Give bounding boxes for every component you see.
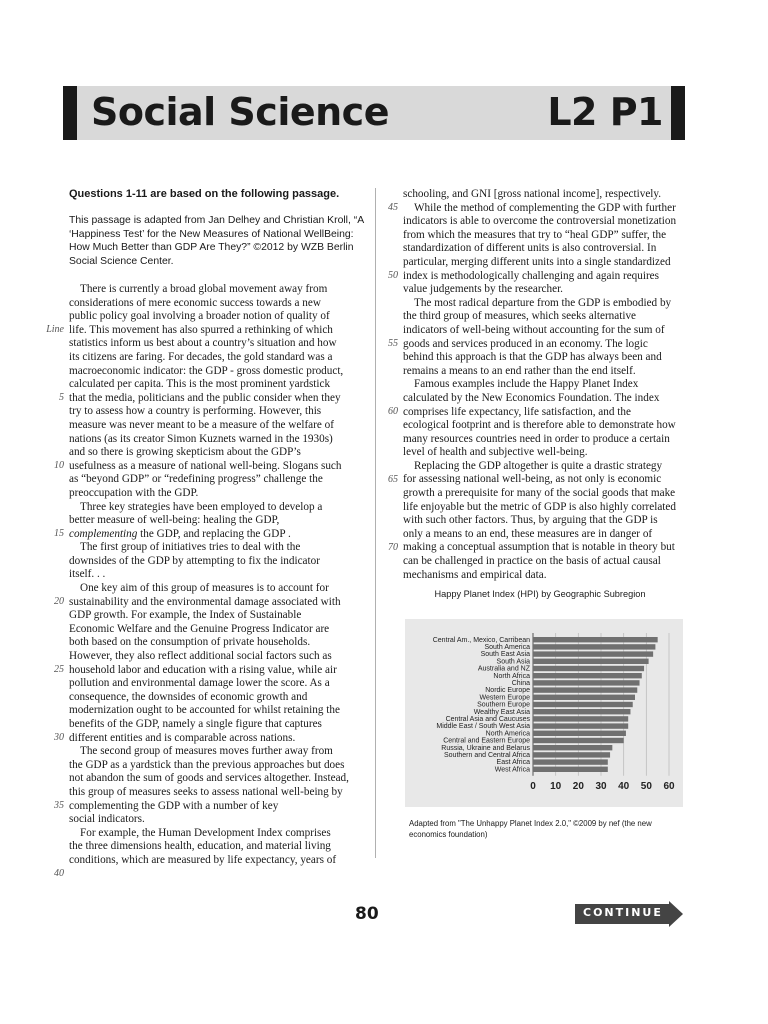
passage-line: indicators is able to overcome the controversial monetization [403,215,677,228]
line-number: 25 [54,663,64,675]
passage-line: complementing the GDP, and replacing the GDP . [69,527,291,540]
bar [533,651,653,656]
passage-line: schooling, and GNI [gross national income], respectively. [403,188,662,200]
passage-source-note: This passage is adapted from Jan Delhey and Christian Kroll, “A ‘Happiness Test’ for the New Measures of National WellBeing: How Much Better than GDP Are They?” ©2012 by WZB Berlin Social Science Center. [69,215,364,267]
passage-line: many resources countries need in order to produce a certain [403,432,670,445]
passage-line: only a means to an end, these measures are in danger of [403,527,653,540]
line-number: 65 [388,473,398,485]
page-number: 80 [355,904,379,924]
x-tick-label: 40 [618,780,630,792]
passage-line: The most radical departure from the GDP is embodied by [414,296,672,309]
passage-line: measure was never meant to be a measure of the welfare of [69,418,334,431]
bar [533,767,608,772]
category-label: North America [485,730,530,738]
x-tick-label: 10 [550,780,562,792]
category-label: North Africa [493,672,530,680]
passage-line: different entities and is comparable across nations. [69,731,296,744]
line-number: 50 [388,269,398,281]
passage-line: There is currently a broad global movement away from [80,283,328,295]
passage-line: the GDP as a yardstick than the previous approaches but does [69,758,345,771]
chart-title: Happy Planet Index (HPI) by Geographic Subregion [434,589,646,599]
passage-line: macroeconomic indicator: the GDP - gross domestic product, [69,364,344,377]
passage-line: household labor and education with a rising value, while air [69,663,337,676]
category-label: Nordic Europe [485,687,530,695]
category-label: Central and Eastern Europe [443,737,530,745]
line-number: 55 [388,337,398,349]
passage-line: complementing the GDP with a number of key [69,799,279,812]
bar [533,759,608,764]
passage-line: life. This movement has also spurred a rethinking of which [69,323,333,336]
x-tick-label: 0 [530,780,536,792]
bar [533,695,635,700]
passage-line: mechanisms and empirical data. [403,568,547,581]
passage-line: this group of measures seeks to assess national well-being by [69,785,343,798]
line-number: 20 [54,595,64,607]
category-label: Australia and NZ [477,665,530,673]
passage-line: its citizens are faring. For decades, the gold standard was a [69,350,333,363]
passage-line: While the method of complementing the GDP with further [414,201,676,214]
passage-line: pollution and environmental damage lower the score. As a [69,677,330,690]
bar [533,723,628,728]
category-label: China [511,680,530,687]
passage-line: However, they also reflect additional social factors such as [69,650,332,663]
line-number: 40 [54,867,64,879]
passage-line-italic: complementing [69,527,138,540]
bar [533,702,633,707]
continue-label: CONTINUE [583,906,663,919]
bar [533,680,640,685]
passage-line: calculated by the New Economics Foundation. The index [403,391,660,404]
passage-line: comprises life expectancy, life satisfaction, and the [403,405,631,418]
passage-line: behind this approach is that the GDP has always been and [403,351,662,364]
hpi-bar-chart [405,619,683,807]
passage-line: the three dimensions health, education, and material living [69,840,331,853]
passage-line: index is methodologically challenging and again requires [403,269,659,282]
line-number: 70 [388,541,398,553]
category-label: South America [484,644,530,651]
passage-line: Three key strategies have been employed to develop a [80,500,323,513]
passage-line: social indicators. [69,813,145,826]
passage-line: goods and services produced in an economy. The logic [403,337,648,350]
category-label: Southern Europe [477,701,530,709]
passage-line: particular, merging different units into a single standardized [403,255,671,268]
passage-line: for assessing national well-being, as not only is economic [403,473,662,486]
category-label: West Africa [494,766,530,774]
line-number: 60 [388,405,398,417]
passage-line: level of health and subjective well-being. [403,446,588,459]
category-label: Russia, Ukraine and Belarus [441,744,530,752]
category-label: East Africa [496,759,530,767]
passage-line: and so there is growing skepticism about the GDP’s [69,446,301,459]
passage-line: benefits of the GDP, namely a single figure that captures [69,718,322,730]
category-label: Middle East / South West Asia [436,723,530,731]
passage-line: standardization of different units is also controversial. In [403,242,657,255]
header-left-bar [63,86,77,140]
passage-line: GDP growth. For example, the Index of Sustainable [69,609,302,622]
passage-line: can be challenged in practice on the basis of actual causal [403,555,661,568]
header-right-bar [671,86,685,140]
passage-right-column [403,188,703,582]
x-tick-label: 50 [640,780,652,792]
section-header [63,86,685,140]
passage-line: as “beyond GDP” or “redefining progress” challenge the [69,473,323,486]
x-tick-label: 20 [572,780,584,792]
x-tick-label: 60 [663,780,675,792]
line-number: 45 [388,201,398,213]
chart-source-note: Adapted from "The Unhappy Planet Index 2.0," ©2009 by nef (the new economics foundation) [409,819,652,839]
passage-line: preoccupation with the GDP. [69,486,199,499]
passage-line: usefulness as a measure of national well-being. Slogans such [69,459,342,472]
line-number: 30 [54,731,64,743]
passage-line: value judgements by the researcher. [403,283,563,296]
category-label: Central Asia and Caucuses [445,716,530,723]
category-label: Western Europe [479,694,530,702]
passage-line: Famous examples include the Happy Planet Index [414,378,639,391]
category-label: South Asia [496,658,530,666]
passage-left-column [69,283,371,868]
passage-line: downsides of the GDP by attempting to fix the indicator [69,554,320,567]
bar [533,644,655,649]
passage-line: Replacing the GDP altogether is quite a drastic strategy [414,459,663,472]
line-number: 5 [59,391,64,403]
passage-line: sustainability and the environmental damage associated with [69,595,341,608]
passage-line: Economic Welfare and the Genuine Progress Indicator are [69,622,330,635]
line-number: 35 [54,799,64,811]
line-label: Line [46,323,64,335]
bar [533,745,612,750]
passage-line: from which the measures that try to “heal GDP” suffer, the [403,228,667,241]
bar [533,659,649,664]
passage-line: ecological footprint and is therefore able to demonstrate how [403,419,676,432]
section-code: L2 P1 [547,90,663,134]
category-label: Wealthy East Asia [473,708,530,716]
category-label: South East Asia [480,651,530,659]
passage-line: not abandon the sum of goods and services altogether. Instead, [69,772,349,785]
passage-line: indicators of well-being without accounting for the sum of [403,323,665,336]
passage-line: conditions, which are measured by life expectancy, years of [69,853,337,866]
passage-line: better measure of well-being: healing the GDP, [69,514,280,527]
bar [533,716,628,721]
section-title: Social Science [91,90,389,134]
passage-line: considerations of mere economic success towards a new [69,296,321,309]
continue-arrow-icon [669,901,685,927]
passage-line: growth a prerequisite for many of the social goods that make [403,487,676,500]
bar [533,637,658,642]
passage-line: with such other factors. Thus, by arguing that the GDP is [403,514,658,527]
bar [533,752,610,757]
passage-line: nations (as its creator Simon Kuznets warned in the 1930s) [69,432,333,445]
passage-line: the third group of measures, which seeks alternative [403,310,636,323]
passage-line: remains a means to an end rather than the end itself. [403,364,636,377]
category-label: Southern and Central Africa [444,752,530,759]
hpi-chart [405,619,683,807]
questions-heading: Questions 1-11 are based on the following passage. [69,188,340,200]
passage-line: calculated per capita. This is the most prominent yardstick [69,378,331,391]
passage-line: statistics inform us best about a country’s situation and how [69,337,337,350]
bar [533,673,642,678]
passage-line: For example, the Human Development Index comprises [80,826,331,839]
line-number: 15 [54,527,64,539]
passage-line: itself. . . [69,568,106,581]
passage-line: The first group of initiatives tries to deal with the [80,541,301,554]
passage-line: that the media, politicians and the public consider when they [69,391,341,404]
bar [533,666,644,671]
passage-line: making a conceptual assumption that is notable in theory but [403,541,675,554]
passage-line: public policy goal involving a broader notion of quality of [69,310,330,323]
passage-line: The second group of measures moves further away from [80,745,333,758]
passage-line: both based on the consumption of private households. [69,636,311,649]
passage-line: life enjoyable but the metric of GDP is also highly correlated [403,500,676,513]
x-tick-label: 30 [595,780,607,792]
bar [533,731,626,736]
passage-line: modernization ought to be accounted for whilst retaining the [69,704,340,717]
category-label: Central Am., Mexico, Carribean [432,636,530,644]
bar [533,709,630,714]
bar [533,738,624,743]
passage-line: One key aim of this group of measures is to account for [80,582,329,595]
bar [533,687,637,692]
passage-line: try to assess how a country is performing. However, this [69,405,322,418]
column-divider [375,188,376,858]
line-number: 10 [54,459,64,471]
passage-line: consequence, the downsides of economic growth and [69,690,308,703]
